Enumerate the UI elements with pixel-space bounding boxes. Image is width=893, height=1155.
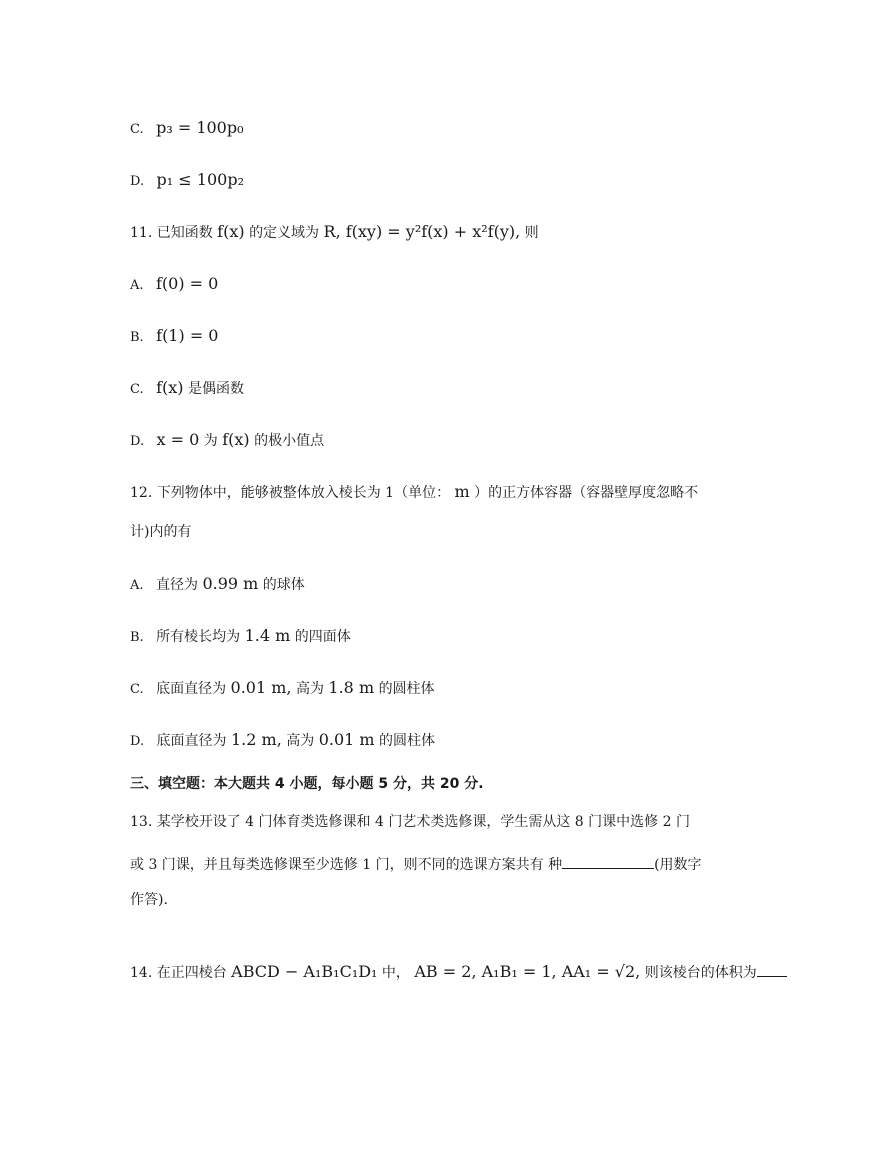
- question-text: 则: [524, 225, 539, 241]
- option-text: 底面直径为: [156, 733, 227, 749]
- math-expression: R, f(xy) = y²f(x) + x²f(y),: [323, 222, 521, 241]
- unit-symbol: m: [454, 482, 470, 501]
- question-text: 或 3 门课，并且每类选修课至少选修 1 门，则不同的选课方案共有 种: [130, 857, 563, 873]
- question-text: 计)内的有: [130, 524, 192, 540]
- question-13-continuation: [130, 852, 702, 875]
- question-text: (用数字: [654, 857, 702, 873]
- math-expression: f(1) = 0: [156, 326, 219, 345]
- option-c-line: [130, 678, 435, 700]
- question-number: 11.: [130, 225, 153, 241]
- math-expression: 1.8 m: [328, 678, 375, 697]
- question-14: [130, 960, 787, 983]
- option-label: C.: [130, 382, 144, 397]
- answer-blank[interactable]: [757, 960, 787, 977]
- option-label: B.: [130, 630, 144, 645]
- question-number: 13.: [130, 814, 153, 830]
- option-d-line: [130, 730, 435, 752]
- option-text: 高为: [286, 733, 315, 749]
- math-expression: x = 0: [156, 430, 200, 449]
- option-text: 为: [203, 433, 218, 449]
- math-expression: f(0) = 0: [155, 274, 219, 293]
- math-expression: p₃ = 100p₀: [156, 118, 244, 137]
- option-b-line: [130, 626, 351, 648]
- question-text: 在正四棱台: [156, 965, 227, 981]
- option-text: 的球体: [262, 577, 305, 593]
- option-label: C.: [130, 682, 144, 697]
- question-text: 已知函数: [156, 225, 213, 241]
- option-text: 的圆柱体: [378, 681, 435, 697]
- option-label: A.: [130, 578, 144, 593]
- option-text: 是偶函数: [187, 381, 244, 397]
- option-label: D.: [130, 174, 145, 189]
- question-13-continuation: [130, 890, 168, 910]
- option-label: D.: [130, 734, 145, 749]
- option-text: 直径为: [155, 577, 198, 593]
- option-label: A.: [130, 278, 144, 293]
- option-label: D.: [130, 434, 145, 449]
- math-expression: ABCD − A₁B₁C₁D₁: [231, 962, 378, 981]
- question-text: 作答).: [130, 892, 168, 908]
- option-c-line: [130, 118, 244, 140]
- option-d-line: [130, 170, 244, 192]
- question-text: 则该棱台的体积为: [644, 965, 757, 981]
- question-number: 14.: [130, 965, 153, 981]
- option-text: 的四面体: [294, 629, 351, 645]
- math-expression: AB = 2, A₁B₁ = 1, AA₁ = √2,: [414, 962, 641, 981]
- option-text: 的极小值点: [254, 433, 325, 449]
- option-a-line: [130, 274, 218, 296]
- option-text: 的圆柱体: [379, 733, 436, 749]
- question-12: [130, 482, 698, 503]
- option-label: C.: [130, 122, 144, 137]
- section-title: 三、填空题：本大题共 4 小题，每小题 5 分，共 20 分.: [130, 776, 484, 792]
- question-13: [130, 812, 690, 832]
- option-c-line: [130, 378, 244, 400]
- math-expression: 1.4 m: [244, 626, 291, 645]
- question-text: 中，: [381, 965, 410, 981]
- question-text: 的定义域为: [249, 225, 320, 241]
- option-text: 所有棱长均为: [156, 629, 241, 645]
- option-b-line: [130, 326, 218, 348]
- option-label: B.: [130, 330, 144, 345]
- question-12-continuation: [130, 522, 191, 542]
- option-text: 高为: [295, 681, 324, 697]
- question-text: 下列物体中，能够被整体放入棱长为 1（单位：: [156, 485, 451, 501]
- math-expression: 0.01 m: [318, 730, 375, 749]
- math-expression: f(x): [156, 378, 184, 397]
- math-expression: 1.2 m,: [231, 730, 282, 749]
- answer-blank[interactable]: [562, 852, 654, 869]
- question-11: [130, 222, 539, 243]
- math-expression: p₁ ≤ 100p₂: [156, 170, 244, 189]
- option-d-line: [130, 430, 324, 452]
- question-number: 12.: [130, 485, 153, 501]
- option-text: 底面直径为: [156, 681, 227, 697]
- section-heading: [130, 774, 484, 794]
- option-a-line: [130, 574, 305, 596]
- question-text: 某学校开设了 4 门体育类选修课和 4 门艺术类选修课，学生需从这 8 门课中选修 2 门: [156, 814, 690, 830]
- math-expression: f(x): [222, 430, 250, 449]
- math-expression: 0.99 m: [202, 574, 259, 593]
- question-text: ）的正方体容器（容器壁厚度忽略不: [474, 485, 699, 501]
- math-expression: 0.01 m,: [230, 678, 292, 697]
- math-expression: f(x): [217, 222, 245, 241]
